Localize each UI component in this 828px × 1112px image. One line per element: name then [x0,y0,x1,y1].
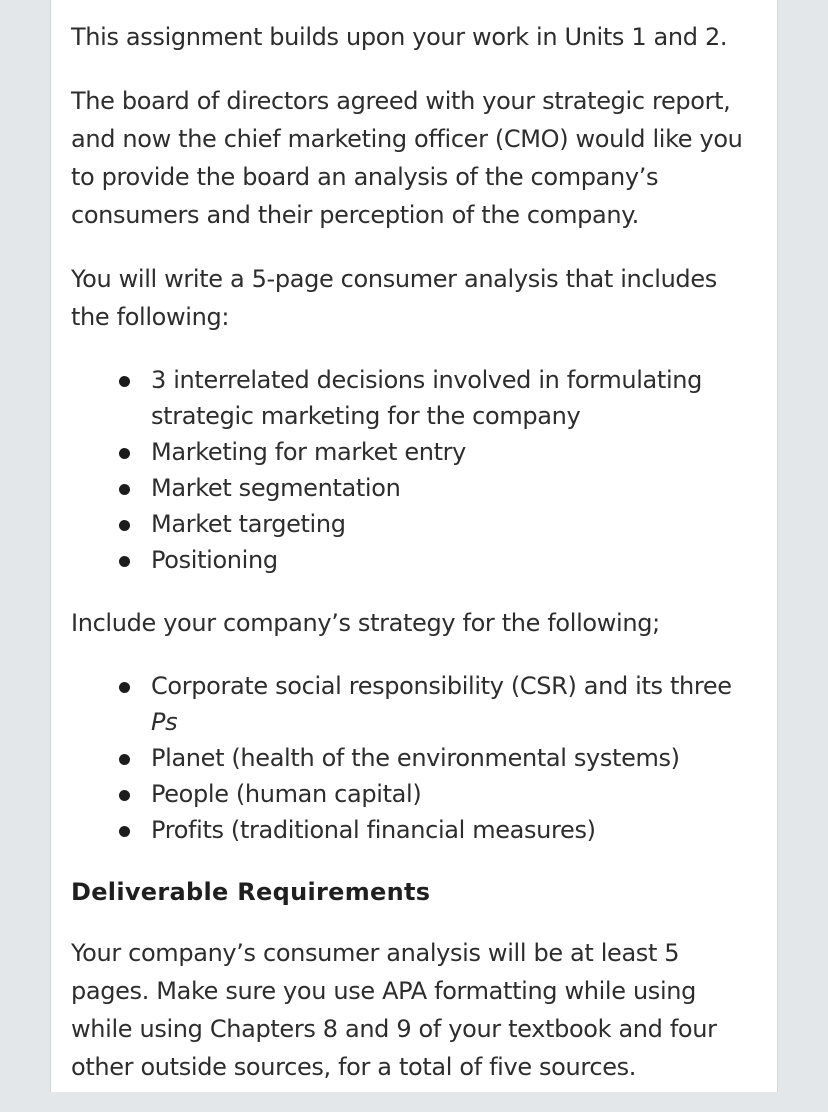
strategy-list [71,668,761,848]
assignment-content [71,18,761,1112]
list-item: Market segmentation [151,470,761,506]
deliverable-heading: Deliverable Requirements [71,878,431,906]
write-paragraph: You will write a 5-page consumer analysis that includes the following: [71,265,717,331]
list-item-profits: Profits (traditional financial measures) [151,812,761,848]
csr-ps-text: Ps [151,708,178,736]
list-item-planet: Planet (health of the environmental systems) [151,740,761,776]
list-item: Positioning [151,542,761,578]
intro-paragraph: This assignment builds upon your work in Units 1 and 2. [71,23,728,51]
document-card [50,0,778,1092]
list-item: Marketing for market entry [151,434,761,470]
list-item-csr [151,668,761,740]
board-paragraph: The board of directors agreed with your strategic report, and now the chief marketing officer (CMO) would like you to provide the board an analysis of the company’s consumers and their perception of the company. [71,87,743,229]
include-paragraph: Include your company’s strategy for the following; [71,609,660,637]
list-item: 3 interrelated decisions involved in formulating strategic marketing for the company [151,362,761,434]
consumer-analysis-list [71,362,761,578]
csr-text: Corporate social responsibility (CSR) and its three [151,672,732,700]
list-item-people: People (human capital) [151,776,761,812]
list-item: Market targeting [151,506,761,542]
deliverable-paragraph: Your company’s consumer analysis will be at least 5 pages. Make sure you use APA formatting while using while using Chapters 8 and 9 of your textbook and four other outside sources, for a total of five sources. [71,939,717,1081]
